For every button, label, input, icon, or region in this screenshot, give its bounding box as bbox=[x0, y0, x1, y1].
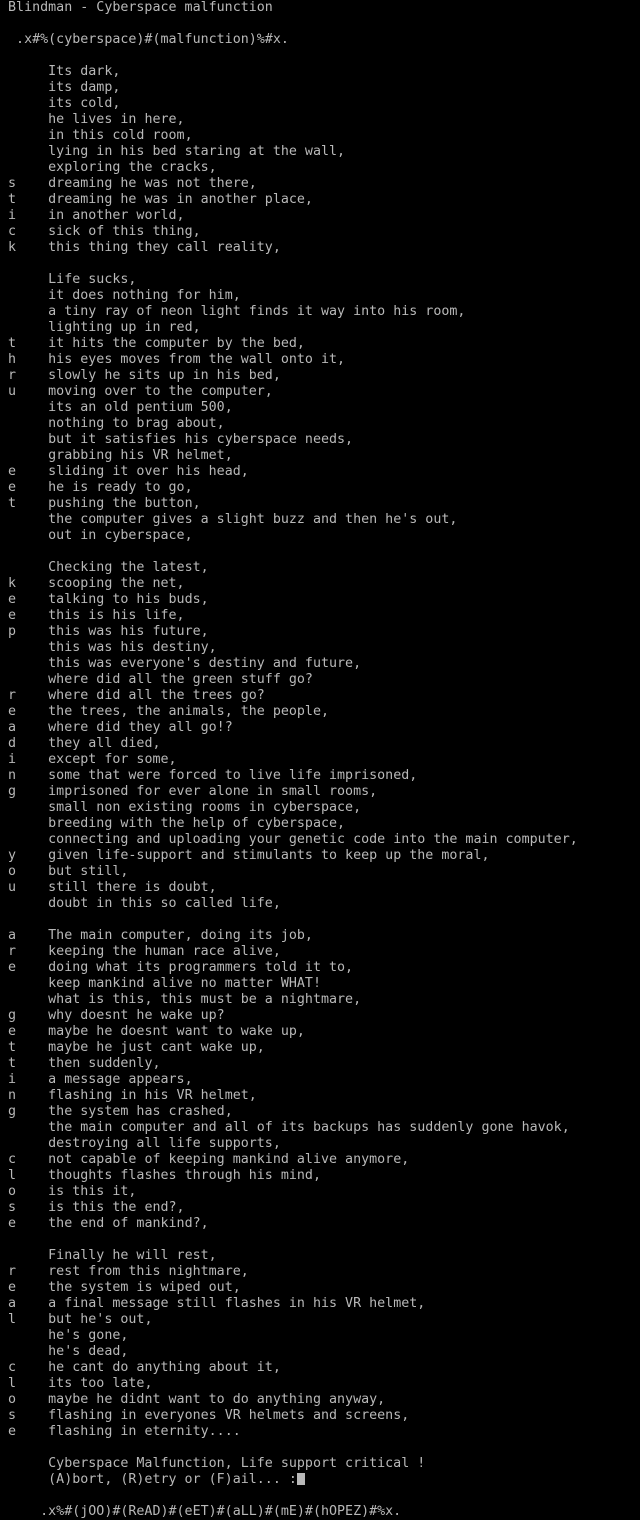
acrostic-letter: t bbox=[0, 336, 49, 351]
poem-text: they all died, bbox=[48, 736, 161, 751]
blank-line bbox=[0, 48, 640, 64]
acrostic-letter: e bbox=[0, 1216, 49, 1231]
poem-text: he's gone, bbox=[48, 1328, 129, 1343]
poem-line bbox=[0, 1136, 640, 1152]
poem-line bbox=[0, 1280, 640, 1296]
poem-text: flashing in his VR helmet, bbox=[48, 1088, 257, 1103]
poem-text: dreaming he was not there, bbox=[48, 176, 257, 191]
acrostic-letter: o bbox=[0, 1184, 49, 1199]
poem-text: in another world, bbox=[48, 208, 185, 223]
poem-text: not capable of keeping mankind alive anymore, bbox=[48, 1152, 410, 1167]
acrostic-letter: e bbox=[0, 960, 49, 975]
poem-line bbox=[0, 1312, 640, 1328]
indent bbox=[0, 144, 48, 159]
poem-text: some that were forced to live life imprisoned, bbox=[48, 768, 418, 783]
prompt-line[interactable] bbox=[0, 1472, 640, 1488]
poem-text: the end of mankind?, bbox=[48, 1216, 209, 1231]
poem-line bbox=[0, 720, 640, 736]
poem-text: is this it, bbox=[48, 1184, 137, 1199]
indent bbox=[0, 448, 48, 463]
poem-line bbox=[0, 336, 640, 352]
poem-line bbox=[0, 992, 640, 1008]
poem-text: rest from this nightmare, bbox=[48, 1264, 249, 1279]
acrostic-letter: e bbox=[0, 464, 49, 479]
poem-line bbox=[0, 240, 640, 256]
poem-text: nothing to brag about, bbox=[48, 416, 225, 431]
page-title: Blindman - Cyberspace malfunction bbox=[0, 0, 273, 15]
poem-text: but still, bbox=[48, 864, 129, 879]
poem-line bbox=[0, 880, 640, 896]
poem-text: maybe he doesnt want to wake up, bbox=[48, 1024, 305, 1039]
indent bbox=[0, 528, 48, 543]
poem-line bbox=[0, 448, 640, 464]
poem-text: where did all the green stuff go? bbox=[48, 672, 313, 687]
poem-text: lying in his bed staring at the wall, bbox=[48, 144, 346, 159]
poem-line bbox=[0, 400, 640, 416]
acrostic-letter: c bbox=[0, 224, 49, 239]
acrostic-letter: i bbox=[0, 752, 49, 767]
poem-line bbox=[0, 384, 640, 400]
poem-text: connecting and uploading your genetic code into the main computer, bbox=[48, 832, 578, 847]
poem-line bbox=[0, 752, 640, 768]
poem-line bbox=[0, 640, 640, 656]
ascii-signature-bottom: .x%#(jOO)#(ReAD)#(eET)#(aLL)#(mE)#(hOPEZ)#%x. bbox=[0, 1504, 402, 1519]
poem-line bbox=[0, 368, 640, 384]
acrostic-letter: t bbox=[0, 1040, 49, 1055]
prompt-text: (A)bort, (R)etry or (F)ail... : bbox=[0, 1472, 297, 1487]
acrostic-letter: l bbox=[0, 1376, 49, 1391]
poem-text: where did all the trees go? bbox=[48, 688, 265, 703]
poem-text: the trees, the animals, the people, bbox=[48, 704, 330, 719]
acrostic-letter: r bbox=[0, 944, 49, 959]
poem-text: he lives in here, bbox=[48, 112, 185, 127]
poem-line bbox=[0, 1200, 640, 1216]
indent bbox=[0, 320, 48, 335]
poem-text: a message appears, bbox=[48, 1072, 193, 1087]
indent bbox=[0, 976, 48, 991]
poem-text: this thing they call reality, bbox=[48, 240, 281, 255]
indent bbox=[0, 64, 48, 79]
indent bbox=[0, 80, 48, 95]
poem-text: he's dead, bbox=[48, 1344, 129, 1359]
acrostic-letter: c bbox=[0, 1360, 49, 1375]
indent bbox=[0, 272, 48, 287]
poem-line bbox=[0, 496, 640, 512]
indent bbox=[0, 1344, 48, 1359]
indent bbox=[0, 816, 48, 831]
indent bbox=[0, 1136, 48, 1151]
poem-text: given life-support and stimulants to keep up the moral, bbox=[48, 848, 490, 863]
indent bbox=[0, 640, 48, 655]
indent bbox=[0, 1328, 48, 1343]
indent bbox=[0, 288, 48, 303]
poem-text: its damp, bbox=[48, 80, 121, 95]
blank-line bbox=[0, 256, 640, 272]
acrostic-letter: r bbox=[0, 1264, 49, 1279]
poem-text: still there is doubt, bbox=[48, 880, 217, 895]
acrostic-letter: k bbox=[0, 240, 49, 255]
indent bbox=[0, 128, 48, 143]
poem-text: sick of this thing, bbox=[48, 224, 201, 239]
text-cursor[interactable] bbox=[297, 1473, 305, 1485]
poem-text: slowly he sits up in his bed, bbox=[48, 368, 281, 383]
poem-text: it hits the computer by the bed, bbox=[48, 336, 305, 351]
acrostic-letter: e bbox=[0, 1024, 49, 1039]
poem-line bbox=[0, 1360, 640, 1376]
poem-text: except for some, bbox=[48, 752, 177, 767]
poem-line bbox=[0, 1296, 640, 1312]
poem-text: the computer gives a slight buzz and then he's out, bbox=[48, 512, 458, 527]
acrostic-letter: t bbox=[0, 192, 49, 207]
poem-line bbox=[0, 1104, 640, 1120]
acrostic-letter: a bbox=[0, 928, 49, 943]
ascii-signature-top: .x#%(cyberspace)#(malfunction)%#x. bbox=[0, 32, 289, 47]
indent bbox=[0, 672, 48, 687]
poem-text: he is ready to go, bbox=[48, 480, 193, 495]
acrostic-letter: s bbox=[0, 176, 49, 191]
poem-line bbox=[0, 768, 640, 784]
poem-line bbox=[0, 1168, 640, 1184]
poem-text: moving over to the computer, bbox=[48, 384, 273, 399]
acrostic-letter: r bbox=[0, 368, 49, 383]
acrostic-letter: e bbox=[0, 608, 49, 623]
poem-line bbox=[0, 816, 640, 832]
poem-line bbox=[0, 1248, 640, 1264]
poem-line bbox=[0, 1024, 640, 1040]
acrostic-letter: e bbox=[0, 1424, 49, 1439]
poem-line bbox=[0, 976, 640, 992]
poem-line bbox=[0, 304, 640, 320]
poem-text: keeping the human race alive, bbox=[48, 944, 281, 959]
poem-text: imprisoned for ever alone in small rooms, bbox=[48, 784, 378, 799]
acrostic-letter: u bbox=[0, 384, 49, 399]
poem-text: out in cyberspace, bbox=[48, 528, 193, 543]
poem-line bbox=[0, 320, 640, 336]
indent bbox=[0, 416, 48, 431]
poem-text: in this cold room, bbox=[48, 128, 193, 143]
poem-text: Finally he will rest, bbox=[48, 1248, 217, 1263]
poem-line bbox=[0, 704, 640, 720]
poem-text: lighting up in red, bbox=[48, 320, 201, 335]
poem-text: Checking the latest, bbox=[48, 560, 209, 575]
poem-text: its too late, bbox=[48, 1376, 153, 1391]
acrostic-letter: a bbox=[0, 720, 49, 735]
header-signature-line bbox=[0, 32, 640, 48]
acrostic-letter: g bbox=[0, 1104, 49, 1119]
poem-line bbox=[0, 1008, 640, 1024]
poem-text: pushing the button, bbox=[48, 496, 201, 511]
indent bbox=[0, 832, 48, 847]
poem-line bbox=[0, 112, 640, 128]
poem-line bbox=[0, 1040, 640, 1056]
poem-line bbox=[0, 1152, 640, 1168]
poem-line bbox=[0, 1392, 640, 1408]
acrostic-letter: g bbox=[0, 784, 49, 799]
acrostic-letter: r bbox=[0, 688, 49, 703]
indent bbox=[0, 896, 48, 911]
poem-line bbox=[0, 1376, 640, 1392]
blank-line bbox=[0, 16, 640, 32]
poem-line bbox=[0, 416, 640, 432]
poem-line bbox=[0, 928, 640, 944]
acrostic-letter: n bbox=[0, 768, 49, 783]
acrostic-letter: i bbox=[0, 208, 49, 223]
poem-text: maybe he just cant wake up, bbox=[48, 1040, 265, 1055]
poem-line bbox=[0, 960, 640, 976]
poem-text: grabbing his VR helmet, bbox=[48, 448, 233, 463]
poem-text: its an old pentium 500, bbox=[48, 400, 233, 415]
blank-line bbox=[0, 544, 640, 560]
poem-text: Life sucks, bbox=[48, 272, 137, 287]
blank-line bbox=[0, 1488, 640, 1504]
acrostic-letter: a bbox=[0, 1296, 49, 1311]
poem-text: a final message still flashes in his VR helmet, bbox=[48, 1296, 426, 1311]
poem-text: this was his future, bbox=[48, 624, 209, 639]
indent bbox=[0, 432, 48, 447]
poem-line bbox=[0, 1184, 640, 1200]
acrostic-letter: s bbox=[0, 1200, 49, 1215]
poem-line bbox=[0, 160, 640, 176]
acrostic-letter: l bbox=[0, 1312, 49, 1327]
acrostic-letter: t bbox=[0, 1056, 49, 1071]
poem-line bbox=[0, 832, 640, 848]
poem-line bbox=[0, 800, 640, 816]
status-text: Cyberspace Malfunction, Life support critical ! bbox=[0, 1456, 426, 1471]
poem-line bbox=[0, 128, 640, 144]
poem-text: thoughts flashes through his mind, bbox=[48, 1168, 321, 1183]
poem-text: it does nothing for him, bbox=[48, 288, 241, 303]
blank-line bbox=[0, 912, 640, 928]
acrostic-letter: c bbox=[0, 1152, 49, 1167]
poem-text: breeding with the help of cyberspace, bbox=[48, 816, 346, 831]
poem-text: this was his destiny, bbox=[48, 640, 217, 655]
blank-line bbox=[0, 1440, 640, 1456]
poem-line bbox=[0, 672, 640, 688]
acrostic-letter: d bbox=[0, 736, 49, 751]
poem-text: The main computer, doing its job, bbox=[48, 928, 313, 943]
poem-text: Its dark, bbox=[48, 64, 121, 79]
poem-text: this is his life, bbox=[48, 608, 185, 623]
poem-line bbox=[0, 1424, 640, 1440]
poem-text: exploring the cracks, bbox=[48, 160, 217, 175]
poem-line bbox=[0, 1264, 640, 1280]
poem-text: but it satisfies his cyberspace needs, bbox=[48, 432, 354, 447]
poem-line bbox=[0, 624, 640, 640]
poem-text: scooping the net, bbox=[48, 576, 185, 591]
poem-text: but he's out, bbox=[48, 1312, 153, 1327]
poem-text: dreaming he was in another place, bbox=[48, 192, 313, 207]
poem-line bbox=[0, 736, 640, 752]
poem-text: keep mankind alive no matter WHAT! bbox=[48, 976, 321, 991]
poem-line bbox=[0, 944, 640, 960]
poem-line bbox=[0, 896, 640, 912]
acrostic-letter: t bbox=[0, 496, 49, 511]
poem-line bbox=[0, 656, 640, 672]
indent bbox=[0, 112, 48, 127]
poem-line bbox=[0, 144, 640, 160]
acrostic-letter: o bbox=[0, 864, 49, 879]
acrostic-letter: n bbox=[0, 1088, 49, 1103]
poem-text: a tiny ray of neon light finds it way into his room, bbox=[48, 304, 466, 319]
indent bbox=[0, 1120, 48, 1135]
poem-line bbox=[0, 224, 640, 240]
poem-text: where did they all go!? bbox=[48, 720, 233, 735]
indent bbox=[0, 96, 48, 111]
poem-line bbox=[0, 864, 640, 880]
poem-text: its cold, bbox=[48, 96, 121, 111]
status-line bbox=[0, 1456, 640, 1472]
poem-text: the system is wiped out, bbox=[48, 1280, 241, 1295]
acrostic-letter: s bbox=[0, 1408, 49, 1423]
poem-text: doing what its programmers told it to, bbox=[48, 960, 354, 975]
poem-line bbox=[0, 1072, 640, 1088]
indent bbox=[0, 400, 48, 415]
footer-signature-line bbox=[0, 1504, 640, 1520]
poem-line bbox=[0, 1408, 640, 1424]
poem-line bbox=[0, 576, 640, 592]
indent bbox=[0, 160, 48, 175]
acrostic-letter: o bbox=[0, 1392, 49, 1407]
acrostic-letter: l bbox=[0, 1168, 49, 1183]
poem-text: flashing in eternity.... bbox=[48, 1424, 241, 1439]
poem-line bbox=[0, 608, 640, 624]
poem-line bbox=[0, 1216, 640, 1232]
poem-line bbox=[0, 784, 640, 800]
poem-line bbox=[0, 208, 640, 224]
acrostic-letter: y bbox=[0, 848, 49, 863]
acrostic-letter: g bbox=[0, 1008, 49, 1023]
poem-line bbox=[0, 464, 640, 480]
acrostic-letter: e bbox=[0, 704, 49, 719]
poem-text: sliding it over his head, bbox=[48, 464, 249, 479]
poem-text: the main computer and all of its backups has suddenly gone havok, bbox=[48, 1120, 570, 1135]
poem-line bbox=[0, 560, 640, 576]
acrostic-letter: e bbox=[0, 592, 49, 607]
acrostic-letter: u bbox=[0, 880, 49, 895]
poem-line bbox=[0, 592, 640, 608]
poem-line bbox=[0, 176, 640, 192]
poem-line bbox=[0, 80, 640, 96]
poem-text: the system has crashed, bbox=[48, 1104, 233, 1119]
title-line bbox=[0, 0, 640, 16]
acrostic-letter: e bbox=[0, 1280, 49, 1295]
poem-text: his eyes moves from the wall onto it, bbox=[48, 352, 346, 367]
poem-line bbox=[0, 528, 640, 544]
blank-line bbox=[0, 1232, 640, 1248]
poem-line bbox=[0, 96, 640, 112]
poem-line bbox=[0, 432, 640, 448]
poem-line bbox=[0, 64, 640, 80]
poem-text: what is this, this must be a nightmare, bbox=[48, 992, 362, 1007]
poem-text: then suddenly, bbox=[48, 1056, 161, 1071]
poem-line bbox=[0, 688, 640, 704]
indent bbox=[0, 304, 48, 319]
poem-text: this was everyone's destiny and future, bbox=[48, 656, 362, 671]
acrostic-letter: i bbox=[0, 1072, 49, 1087]
poem-line bbox=[0, 192, 640, 208]
poem-line bbox=[0, 1344, 640, 1360]
acrostic-letter: p bbox=[0, 624, 49, 639]
indent bbox=[0, 992, 48, 1007]
indent bbox=[0, 512, 48, 527]
acrostic-letter: k bbox=[0, 576, 49, 591]
acrostic-letter: h bbox=[0, 352, 49, 367]
poem-text: talking to his buds, bbox=[48, 592, 209, 607]
indent bbox=[0, 800, 48, 815]
indent bbox=[0, 1248, 48, 1263]
poem-line bbox=[0, 1120, 640, 1136]
indent bbox=[0, 560, 48, 575]
poem-line bbox=[0, 288, 640, 304]
poem-line bbox=[0, 272, 640, 288]
poem-line bbox=[0, 1088, 640, 1104]
poem-text: flashing in everyones VR helmets and screens, bbox=[48, 1408, 410, 1423]
poem-text: destroying all life supports, bbox=[48, 1136, 281, 1151]
poem-line bbox=[0, 512, 640, 528]
poem-line bbox=[0, 352, 640, 368]
poem-text: he cant do anything about it, bbox=[48, 1360, 281, 1375]
poem-line bbox=[0, 1328, 640, 1344]
poem-text: is this the end?, bbox=[48, 1200, 185, 1215]
poem-line bbox=[0, 1056, 640, 1072]
poem-text: why doesnt he wake up? bbox=[48, 1008, 225, 1023]
indent bbox=[0, 656, 48, 671]
poem-line bbox=[0, 480, 640, 496]
poem-text: maybe he didnt want to do anything anyway, bbox=[48, 1392, 386, 1407]
acrostic-letter: e bbox=[0, 480, 49, 495]
poem-line bbox=[0, 848, 640, 864]
poem-text: small non existing rooms in cyberspace, bbox=[48, 800, 362, 815]
poem-text: doubt in this so called life, bbox=[48, 896, 281, 911]
